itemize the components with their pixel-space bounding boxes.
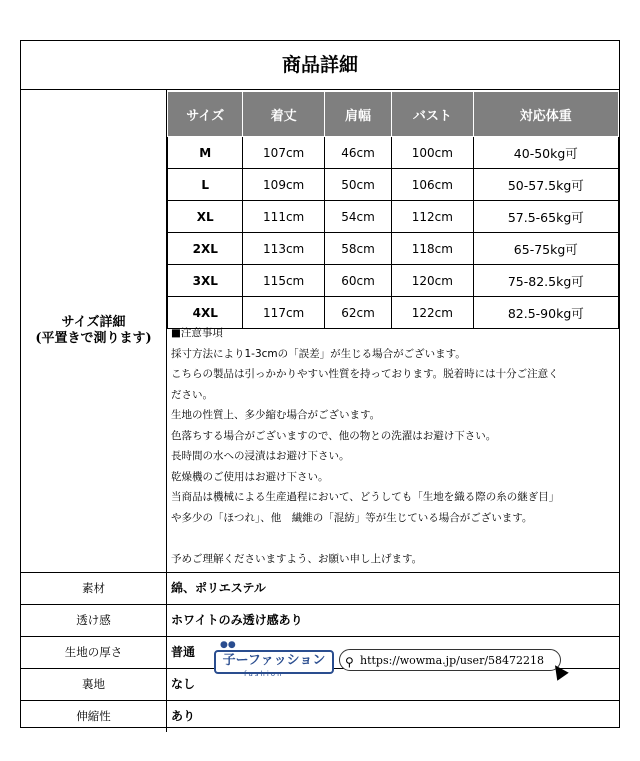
table-row — [168, 169, 619, 201]
cell-size: 2XL — [168, 233, 243, 265]
note-line: 予めご理解くださいますよう、お願い申し上げます。 — [171, 552, 423, 565]
cell-size: M — [168, 137, 243, 169]
note-line: 乾燥機のご使用はお避け下さい。 — [171, 470, 329, 483]
property-key: 伸縮性 — [21, 701, 167, 732]
watermark-url-box — [339, 649, 561, 671]
header-weight: 対応体重 — [473, 92, 618, 137]
cell-shoulder: 62cm — [324, 297, 391, 329]
property-value: あり — [171, 709, 196, 723]
property-row — [21, 604, 619, 636]
cell-length: 117cm — [243, 297, 324, 329]
note-line: 長時間の水への浸漬はお避け下さい。 — [171, 450, 350, 462]
header-size: サイズ — [168, 92, 243, 137]
cell-bust: 118cm — [392, 233, 473, 265]
product-detail-panel — [20, 40, 620, 728]
note-line: 当商品は機械による生産過程において、どうしても「生地を織る際の糸の継ぎ目」 — [171, 491, 560, 503]
note-line: 色落ちする場合がございますので、他の物との洗濯はお避け下さい。 — [171, 429, 497, 442]
size-table — [167, 91, 619, 329]
property-row — [21, 700, 619, 732]
cell-bust: 112cm — [392, 201, 473, 233]
cell-shoulder: 58cm — [324, 233, 391, 265]
note-line: ■注意事項 — [171, 327, 223, 339]
table-row — [168, 265, 619, 297]
property-value: ホワイトのみ透け感あり — [171, 613, 303, 627]
property-key: 裏地 — [21, 669, 167, 700]
header-length: 着丈 — [243, 92, 324, 137]
note-line: 採寸方法により1-3cmの「誤差」が生じる場合がございます。 — [171, 347, 466, 360]
cell-size: 3XL — [168, 265, 243, 297]
watermark-url: https://wowma.jp/user/58472218 — [360, 654, 545, 667]
cell-shoulder: 60cm — [324, 265, 391, 297]
header-bust: バスト — [392, 92, 473, 137]
cell-weight: 40-50kg可 — [473, 137, 618, 169]
cell-weight: 75-82.5kg可 — [473, 265, 618, 297]
cell-weight: 82.5-90kg可 — [473, 297, 618, 329]
size-detail-label-line2: (平置きで測ります) — [35, 330, 152, 346]
table-row — [168, 137, 619, 169]
table-row — [168, 233, 619, 265]
search-icon: ⚲ — [345, 655, 354, 669]
size-table-header-row — [168, 92, 619, 137]
watermark-logo-sub: fashion — [244, 670, 284, 678]
cell-length: 107cm — [243, 137, 324, 169]
property-key: 素材 — [21, 573, 167, 604]
cell-length: 111cm — [243, 201, 324, 233]
note-line: ださい。 — [171, 388, 213, 401]
property-key: 透け感 — [21, 605, 167, 636]
cell-shoulder: 50cm — [324, 169, 391, 201]
cell-bust: 100cm — [392, 137, 473, 169]
cell-size: XL — [168, 201, 243, 233]
property-row — [21, 572, 619, 604]
cell-size: 4XL — [168, 297, 243, 329]
logo-dots-icon: ●● — [220, 640, 236, 650]
cell-length: 109cm — [243, 169, 324, 201]
note-line — [171, 528, 616, 549]
cell-bust: 122cm — [392, 297, 473, 329]
page-title: 商品詳細 — [21, 41, 619, 90]
cell-weight: 50-57.5kg可 — [473, 169, 618, 201]
cell-weight: 65-75kg可 — [473, 233, 618, 265]
table-row — [168, 201, 619, 233]
watermark-logo — [214, 640, 334, 676]
cell-weight: 57.5-65kg可 — [473, 201, 618, 233]
cell-bust: 120cm — [392, 265, 473, 297]
property-value: 綿、ポリエステル — [171, 581, 266, 595]
property-key: 生地の厚さ — [21, 637, 167, 668]
watermark-logo-text: 子ーファッション — [214, 650, 334, 674]
size-detail-label-line1: サイズ詳細 — [61, 314, 126, 330]
property-value: なし — [171, 677, 196, 691]
cell-length: 113cm — [243, 233, 324, 265]
property-value: 普通 — [171, 645, 196, 659]
cell-shoulder: 54cm — [324, 201, 391, 233]
cell-length: 115cm — [243, 265, 324, 297]
cell-size: L — [168, 169, 243, 201]
size-detail-label — [21, 89, 167, 572]
note-line: や多少の「ほつれ」、他 繊維の「混紡」等が生じている場合がございます。 — [171, 511, 533, 524]
note-line: こちらの製品は引っかかりやすい性質を持っております。脱着時には十分ご注意く — [171, 368, 559, 380]
cell-shoulder: 46cm — [324, 137, 391, 169]
cell-bust: 106cm — [392, 169, 473, 201]
care-notes — [171, 323, 616, 569]
header-shoulder: 肩幅 — [324, 92, 391, 137]
note-line: 生地の性質上、多少縮む場合がございます。 — [171, 409, 381, 421]
